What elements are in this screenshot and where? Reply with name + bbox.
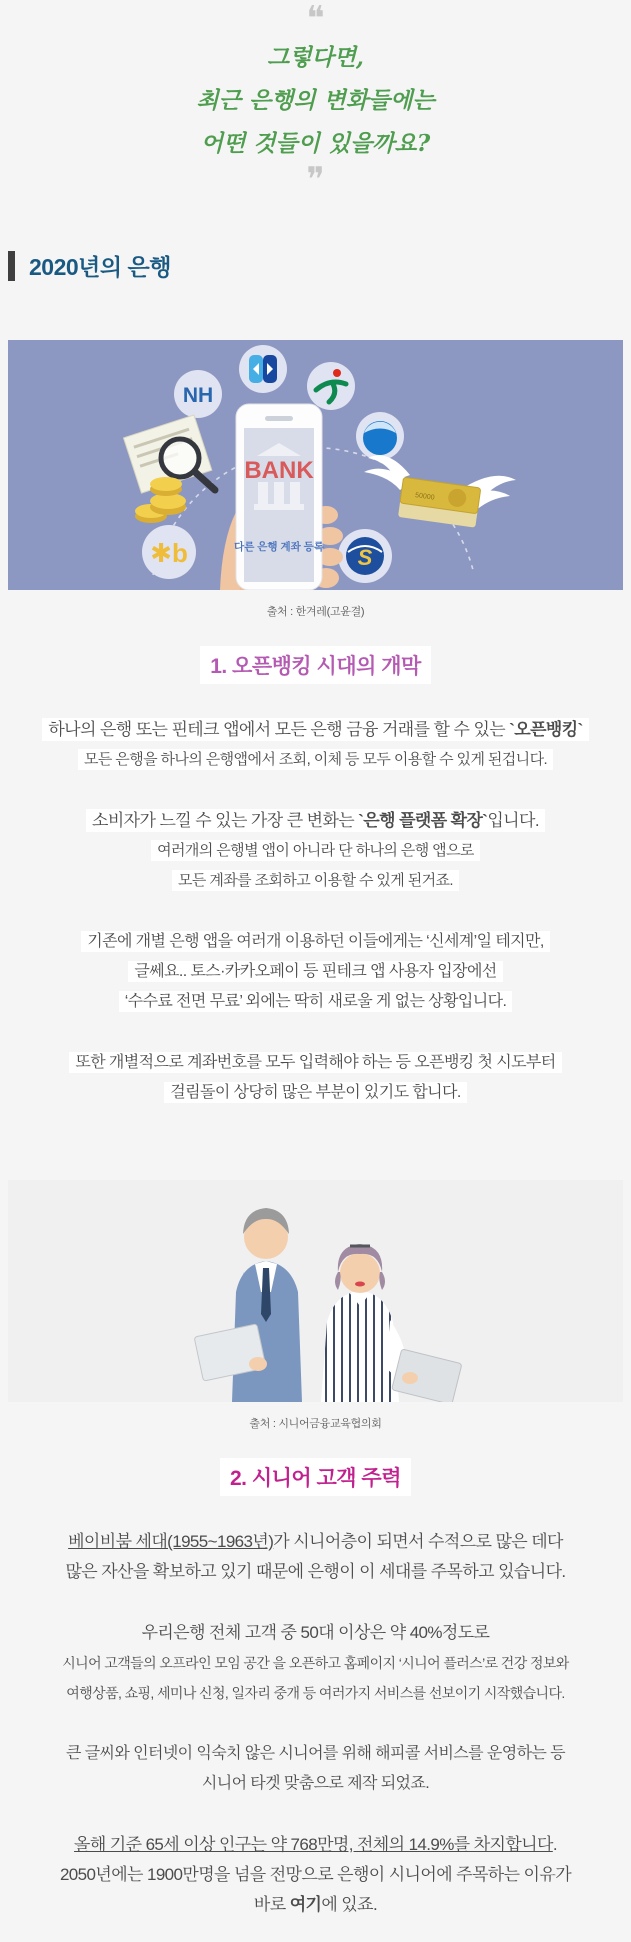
kb-logo	[142, 525, 196, 579]
text-line: 올해 기준 65세 이상 인구는 약 768만명, 전체의 14.9%를 차지합니다.	[74, 1835, 557, 1854]
text-line: 바로 여기에 있죠.	[253, 1895, 378, 1914]
article1-body	[0, 715, 631, 1108]
intro-quote	[0, 0, 631, 200]
hana-logo	[307, 362, 355, 410]
ibk-logo	[239, 345, 287, 393]
open-quote-icon: ❝	[306, 0, 325, 39]
text-line: 시니어 고객들의 오프라인 모임 공간 을 오픈하고 홈페이지 ‘시니어 플러스’로 건강 정보와	[62, 1655, 569, 1671]
svg-text:✱b: ✱b	[150, 538, 188, 568]
paragraph	[0, 715, 631, 775]
text-line: 모든 은행을 하나의 은행앱에서 조회, 이체 등 모두 이용할 수 있게 된겁니다.	[0, 745, 631, 775]
text-line: 많은 자산을 확보하고 있기 때문에 은행이 이 세대를 주목하고 있습니다.	[65, 1562, 566, 1581]
figure2-caption: 출처 : 시니어금융교육협의회	[249, 1418, 382, 1430]
article2-heading: 2. 시니어 고객 주력	[0, 1458, 631, 1496]
article1-heading: 1. 오픈뱅킹 시대의 개막	[0, 646, 631, 684]
open-banking-illustration	[8, 340, 623, 590]
paragraph	[0, 1527, 631, 1587]
text-line: 소비자가 느낄 수 있는 가장 큰 변화는 `은행 플랫폼 확장`입니다.	[0, 806, 631, 836]
senior-couple-photo	[8, 1180, 623, 1402]
section-accent-bar	[8, 251, 15, 281]
quote-line: 그렇다면,	[267, 44, 364, 71]
text-line: ‘수수료 전면 무료’ 외에는 딱히 새로울 게 없는 상황입니다.	[0, 987, 631, 1017]
text-line: 여행상품, 쇼핑, 세미나 신청, 일자리 중개 등 여러가지 서비스를 선보이기 시작했습니다.	[66, 1685, 565, 1701]
text-line: 시니어 타겟 맞춤으로 제작 되었죠.	[201, 1775, 430, 1792]
paragraph	[0, 1739, 631, 1799]
svg-text:S: S	[357, 545, 373, 570]
text-line: 글쎄요.. 토스·카카오페이 등 핀테크 앱 사용자 입장에선	[0, 957, 631, 987]
text-line: 또한 개별적으로 계좌번호를 모두 입력해야 하는 등 오픈뱅킹 첫 시도부터	[0, 1048, 631, 1078]
section-title: 2020년의 은행	[29, 254, 171, 280]
text-line: 걸림돌이 상당히 많은 부분이 있기도 합니다.	[0, 1078, 631, 1108]
text-line: 우리은행 전체 고객 중 50대 이상은 약 40%정도로	[141, 1623, 490, 1642]
paragraph	[0, 1830, 631, 1920]
paragraph	[0, 1048, 631, 1108]
shinhan-logo	[338, 529, 392, 583]
close-quote-icon: ❞	[306, 160, 325, 200]
quote-line: 최근 은행의 변화들에는	[196, 87, 435, 114]
article2-body	[0, 1527, 631, 1920]
phone-sub-label: 다른 은행 계좌 등록	[234, 541, 324, 553]
text-line: 2050년에는 1900만명을 넘을 전망으로 은행이 시니어에 주목하는 이유가	[59, 1865, 572, 1884]
svg-text:NH: NH	[182, 384, 214, 407]
paragraph	[0, 806, 631, 896]
svg-text:50000: 50000	[414, 492, 435, 502]
phone-icon	[234, 404, 325, 590]
paragraph	[0, 1618, 631, 1708]
section-header	[8, 249, 631, 282]
text-line: 큰 글씨와 인터넷이 익숙치 않은 시니어를 위해 해피콜 서비스를 운영하는 등	[66, 1745, 565, 1762]
text-line: 기존에 개별 은행 앱을 여러개 이용하던 이들에게는 ‘신세계’일 테지만,	[0, 927, 631, 957]
text-line: 베이비붐 세대(1955~1963년)가 시니어층이 되면서 수적으로 많은 데다	[68, 1532, 563, 1551]
text-line: 모든 계좌를 조회하고 이용할 수 있게 된거죠.	[0, 866, 631, 896]
phone-bank-label: BANK	[244, 457, 314, 484]
text-line: 여러개의 은행별 앱이 아니라 단 하나의 은행 앱으로	[0, 836, 631, 866]
figure1-caption: 출처 : 한겨레(고윤결)	[266, 606, 365, 618]
globe-logo	[356, 412, 404, 460]
text-line: 하나의 은행 또는 핀테크 앱에서 모든 은행 금융 거래를 할 수 있는 `오픈뱅킹`	[0, 715, 631, 745]
nh-logo	[174, 370, 222, 418]
quote-line: 어떤 것들이 있을까요?	[200, 130, 431, 157]
paragraph	[0, 927, 631, 1017]
